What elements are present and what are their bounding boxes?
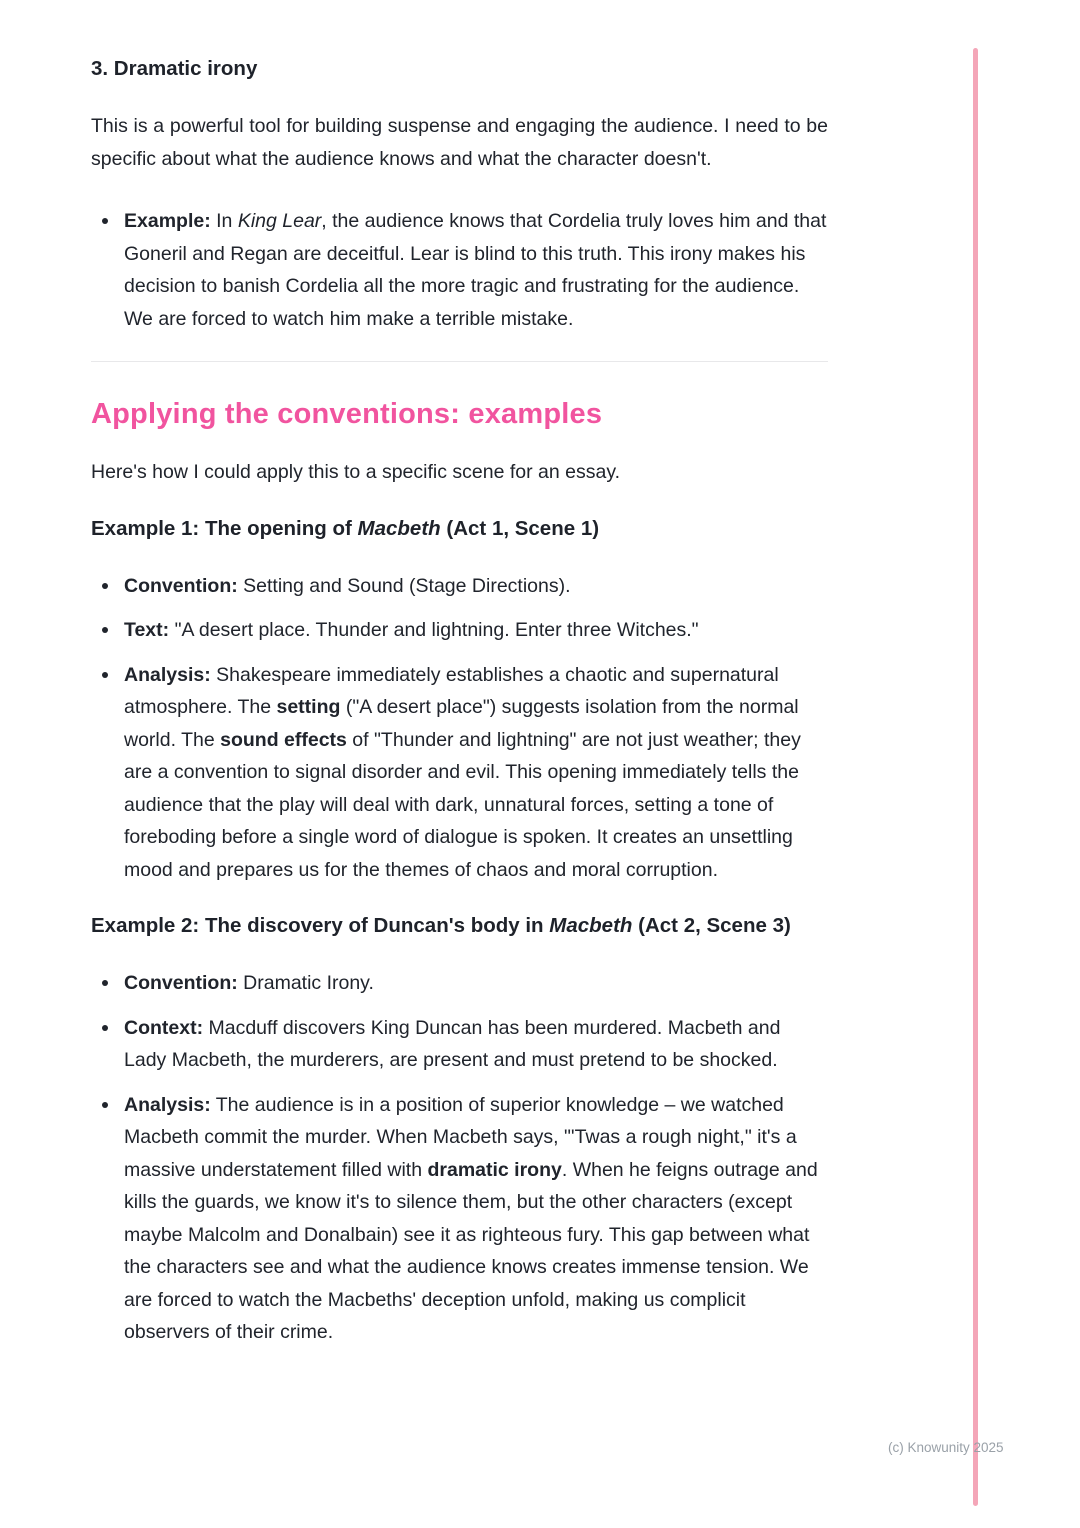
- section-divider: [91, 361, 828, 362]
- bullet-label: Analysis:: [124, 1093, 211, 1116]
- list-item-king-lear-example: [91, 205, 828, 335]
- text-segment: (Act 2, Scene 3): [632, 914, 791, 937]
- list-item-context: [91, 1012, 828, 1077]
- heading-applying-conventions: Applying the conventions: examples: [91, 398, 603, 430]
- heading-dramatic-irony: 3. Dramatic irony: [91, 57, 258, 80]
- bold-term: setting: [276, 696, 341, 718]
- text-segment: ("A desert place") suggests isolation from the normal world. The: [124, 696, 799, 751]
- bold-term: sound effects: [220, 728, 347, 751]
- bullet-label: Convention:: [124, 574, 238, 597]
- italic-work-title: Macbeth: [357, 516, 441, 540]
- list-dramatic-irony: [91, 205, 828, 335]
- page-side-rule: [973, 48, 978, 1506]
- text-segment: (Act 1, Scene 1): [440, 516, 600, 540]
- list-item-convention: [91, 570, 828, 603]
- list-item-analysis: [91, 1089, 828, 1349]
- text-segment: The audience is in a position of superior knowledge – we watched Macbeth commit the murder. When Macbeth says, "'Twas a rough night," it's a massive understatement filled with: [124, 1093, 797, 1181]
- bullet-label: Text:: [124, 619, 170, 641]
- text-segment: Setting and Sound (Stage Directions).: [237, 574, 571, 597]
- text-segment: , the audience knows that Cordelia truly loves him and that Goneril and Regan are deceitful. Lear is blind to this truth. This irony makes his decision to banish Cordelia all the more tragic and frustrating for the audience. We are forced to watch him make a terrible mistake.: [124, 210, 827, 330]
- bullet-label: Analysis:: [124, 663, 211, 686]
- list-item-text: [91, 614, 828, 647]
- text-segment: Example 2: The discovery of Duncan's body in: [91, 914, 550, 937]
- text-segment: of "Thunder and lightning" are not just weather; they are a convention to signal disorder and evil. This opening immediately tells the audience that the play will deal with dark, unnatural forces, setting a tone of foreboding before a single word of dialogue is spoken. It creates an unsettling mood and prepares us for the themes of chaos and moral corruption.: [124, 728, 801, 881]
- bold-term: dramatic irony: [427, 1158, 562, 1181]
- list-item-analysis: [91, 659, 828, 887]
- watermark-text: (c) Knowunity 2025: [888, 1440, 1004, 1455]
- text-segment: Dramatic Irony.: [237, 972, 374, 994]
- heading-example-2: [91, 912, 828, 940]
- bullet-label: Convention:: [124, 972, 238, 994]
- text-segment: Example 1: The opening of: [91, 516, 358, 540]
- list-example-2: [91, 967, 828, 1349]
- italic-work-title: Macbeth: [549, 914, 633, 937]
- note-content-column: [91, 56, 828, 1375]
- list-example-1: [91, 570, 828, 887]
- list-item-convention: [91, 967, 828, 1000]
- text-segment: Shakespeare immediately establishes a chaotic and supernatural atmosphere. The: [124, 663, 779, 718]
- bullet-label: Example:: [124, 210, 211, 232]
- italic-work-title: King Lear: [237, 210, 322, 232]
- paragraph-dramatic-irony-intro: This is a powerful tool for building suspense and engaging the audience. I need to be specific about what the audience knows and what the character doesn't.: [91, 115, 828, 170]
- text-segment: . When he feigns outrage and kills the guards, we know it's to silence them, but the other characters (except maybe Malcolm and Donalbain) see it as righteous fury. This gap between what the characters see and what the audience knows creates immense tension. We are forced to watch the Macbeths' deception unfold, making us complicit observers of their crime.: [124, 1158, 818, 1343]
- text-segment: "A desert place. Thunder and lightning. Enter three Witches.": [169, 619, 699, 641]
- text-segment: Macduff discovers King Duncan has been murdered. Macbeth and Lady Macbeth, the murderers, are present and must pretend to be shocked.: [124, 1016, 781, 1071]
- paragraph-applying-intro: Here's how I could apply this to a specific scene for an essay.: [91, 461, 621, 483]
- text-segment: In: [210, 210, 238, 232]
- bullet-label: Context:: [124, 1016, 204, 1039]
- heading-example-1: [91, 515, 828, 543]
